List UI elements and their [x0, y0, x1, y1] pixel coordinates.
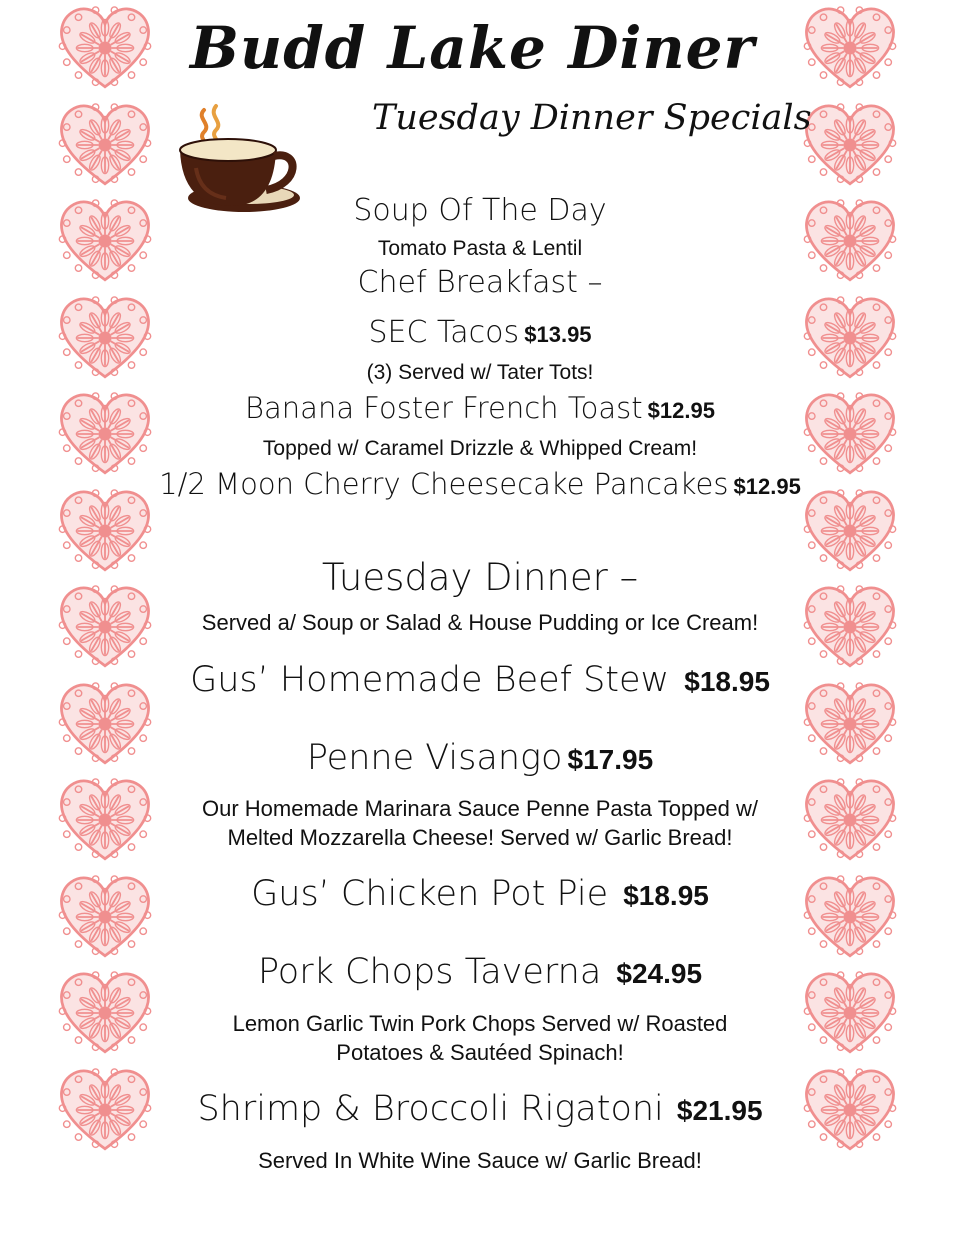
right-heart-border [797, 0, 907, 1242]
item-name: SEC Tacos [368, 315, 520, 350]
tacos-description: (3) Served w/ Tater Tots! [366, 361, 594, 384]
item-name: Penne Visango [306, 738, 563, 778]
menu-item-sec-tacos [160, 315, 800, 350]
lace-heart-icon [52, 193, 158, 289]
item-name: Banana Foster French Toast [245, 391, 643, 425]
menu-item-cherry-cheesecake-pancakes [140, 467, 820, 501]
lace-heart-icon [52, 97, 158, 193]
lace-heart-icon [52, 579, 158, 675]
item-price: $18.95 [684, 666, 770, 697]
lace-heart-icon [797, 97, 903, 193]
chef-breakfast-heading: Chef Breakfast – [357, 265, 603, 300]
lace-heart-icon [797, 290, 903, 386]
menu-item-penne-visango [160, 738, 800, 778]
menu-item-beef-stew [160, 660, 800, 700]
item-price: $12.95 [733, 474, 801, 499]
lace-heart-icon [52, 676, 158, 772]
french-toast-description: Topped w/ Caramel Drizzle & Whipped Cream! [262, 437, 698, 460]
item-price: $12.95 [647, 398, 715, 423]
item-name: Pork Chops Taverna [257, 952, 602, 992]
menu-item-pork-chops-taverna [160, 952, 800, 992]
dinner-served-with-note: Served a/ Soup or Salad & House Pudding or Ice Cream! [201, 610, 759, 635]
lace-heart-icon [52, 0, 158, 96]
left-heart-border [52, 0, 162, 1242]
menu-item-banana-foster-french-toast [160, 391, 800, 425]
item-price: $13.95 [524, 322, 592, 347]
penne-description-line-1: Our Homemade Marinara Sauce Penne Pasta Topped w/ [201, 796, 758, 821]
pork-chops-description-line-1: Lemon Garlic Twin Pork Chops Served w/ Roasted [232, 1011, 728, 1036]
item-name: Gus’ Homemade Beef Stew [190, 660, 670, 700]
item-price: $21.95 [676, 1095, 763, 1126]
tuesday-dinner-heading: Tuesday Dinner – [321, 556, 639, 599]
diner-title: Budd Lake Diner [190, 14, 756, 82]
soup-of-the-day-heading: Soup Of The Day [353, 193, 607, 228]
item-price: $18.95 [623, 880, 709, 911]
lace-heart-icon [797, 579, 903, 675]
lace-heart-icon [797, 0, 903, 96]
menu-item-chicken-pot-pie [160, 874, 800, 914]
item-price: $24.95 [616, 958, 703, 989]
pork-chops-description-line-2: Potatoes & Sautéed Spinach! [336, 1040, 624, 1065]
lace-heart-icon [52, 772, 158, 868]
lace-heart-icon [52, 965, 158, 1061]
lace-heart-icon [52, 290, 158, 386]
lace-heart-icon [797, 965, 903, 1061]
lace-heart-icon [797, 676, 903, 772]
menu-item-shrimp-broccoli-rigatoni [160, 1089, 800, 1129]
lace-heart-icon [52, 869, 158, 965]
item-name: Gus’ Chicken Pot Pie [251, 874, 609, 914]
lace-heart-icon [797, 1062, 903, 1158]
lace-heart-icon [52, 1062, 158, 1158]
lace-heart-icon [797, 772, 903, 868]
lace-heart-icon [797, 193, 903, 289]
shrimp-description: Served In White Wine Sauce w/ Garlic Bread! [258, 1148, 702, 1173]
lace-heart-icon [797, 869, 903, 965]
item-name: 1/2 Moon Cherry Cheesecake Pancakes [159, 467, 729, 501]
item-name: Shrimp & Broccoli Rigatoni [197, 1089, 664, 1129]
item-price: $17.95 [567, 744, 654, 775]
soup-name: Tomato Pasta & Lentil [377, 237, 583, 260]
menu-subtitle: Tuesday Dinner Specials [372, 98, 812, 138]
penne-description-line-2: Melted Mozzarella Cheese! Served w/ Garlic Bread! [227, 825, 733, 850]
